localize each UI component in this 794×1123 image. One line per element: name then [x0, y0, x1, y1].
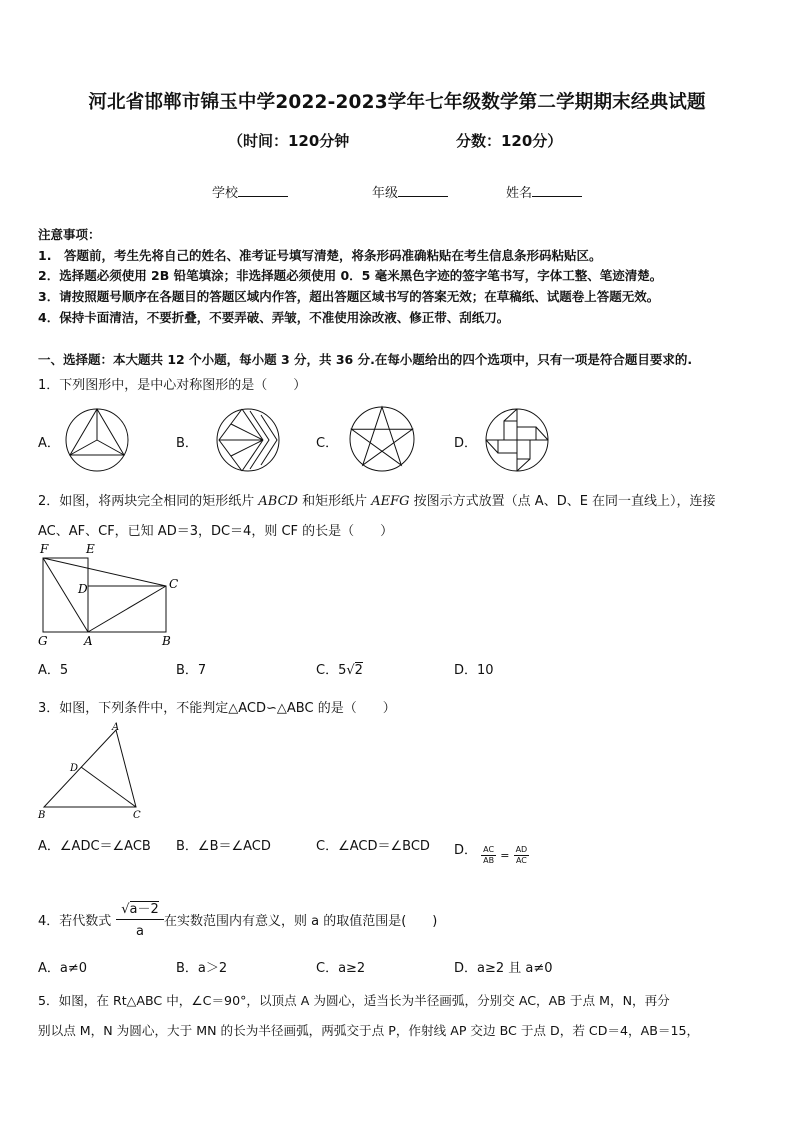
grade-field — [372, 182, 448, 201]
q3-label-c: C — [133, 810, 141, 821]
q1-option-c-label: C． — [316, 436, 339, 451]
school-field — [212, 182, 288, 201]
note-item: 1. 答题前，考生先将自己的姓名、准考证号填写清楚，将条形码准确粘贴在考生信息条形码粘贴区。 — [38, 248, 602, 263]
question-3-stem: 3．如图，下列条件中，不能判定△ACD∽△ABC 的是（ ） — [38, 701, 396, 716]
section-heading: 一、选择题：本大题共 12 个小题，每小题 3 分，共 36 分.在每小题给出的四个选项中，只有一项是符合题目要求的. — [38, 352, 693, 367]
q2-option-a: A．5 — [38, 663, 69, 678]
q2-label-f: F — [40, 542, 49, 556]
q3-figure — [36, 720, 156, 822]
note-item: 2．选择题必须使用 2B 铅笔填涂；非选择题必须使用 0．5 毫米黑色字迹的签字笔书写，字体工整、笔迹清楚。 — [38, 268, 663, 283]
q2-label-c: C — [169, 577, 179, 591]
fraction-ad-ac — [514, 845, 530, 866]
name-label: 姓名 — [506, 186, 533, 201]
q3-label-a: A — [112, 722, 120, 733]
q3-option-b: B．∠B＝∠ACD — [176, 839, 271, 854]
question-4-stem-b: 在实数范围内有意义，则 a 的取值范围是( ) — [164, 914, 438, 929]
page-title: 河北省邯郸市锦玉中学2022-2023学年七年级数学第二学期期末经典试题 — [88, 92, 706, 113]
exam-time: （时间：120分钟 — [228, 132, 350, 150]
q2-abcd: ABCD — [258, 494, 298, 509]
question-5-stem-line2: 别以点 M，N 为圆心，大于 MN 的长为半径画弧，两弧交于点 P，作射线 AP 交边 BC 于点 D，若 CD＝4，AB＝15， — [38, 1023, 700, 1038]
q2-option-c-radicand: 2 — [354, 663, 363, 678]
note-item: 3．请按照题号顺序在各题目的答题区域内作答，超出答题区域书写的答案无效；在草稿纸、试题卷上答题无效。 — [38, 289, 660, 304]
sqrt-symbol: √ — [346, 663, 355, 678]
question-5-stem-line1: 5．如图，在 Rt△ABC 中，∠C＝90°，以顶点 A 为圆心，适当长为半径画弧，分别交 AC，AB 于点 M，N，再分 — [38, 993, 670, 1008]
q1-option-a-label: A． — [38, 436, 60, 451]
q1-figure-d — [484, 407, 550, 473]
q1-figure-b — [215, 407, 281, 473]
q4-fraction — [116, 898, 164, 939]
q1-figure-a — [64, 407, 130, 473]
q2-option-b: B．7 — [176, 663, 207, 678]
q2-text: 和矩形纸片 — [297, 494, 372, 509]
q2-aefg: AEFG — [371, 494, 410, 509]
q2-label-b: B — [162, 634, 171, 648]
grade-label: 年级 — [372, 186, 399, 201]
q1-figure-c — [348, 405, 416, 473]
q2-label-a: A — [84, 634, 93, 648]
q3-label-d: D — [70, 763, 79, 774]
q1-option-d-label: D． — [454, 436, 478, 451]
question-1-stem: 1．下列图形中，是中心对称图形的是（ ） — [38, 378, 307, 393]
fraction-numerator: AD — [515, 845, 528, 854]
q2-option-c-label: C．5 — [316, 663, 347, 678]
fraction-denominator: AB — [483, 856, 495, 865]
school-label: 学校 — [212, 186, 239, 201]
question-4-stem-a: 4．若代数式 — [38, 914, 112, 929]
q4-option-b: B．a＞2 — [176, 961, 228, 976]
q2-text: 按图示方式放置（点 A、D、E 在同一直线上），连接 — [409, 494, 716, 509]
q4-option-d: D．a≥2 且 a≠0 — [454, 961, 553, 976]
equals-sign: = — [500, 849, 510, 862]
school-blank[interactable] — [238, 184, 288, 197]
q2-option-d: D．10 — [454, 663, 494, 678]
name-field — [506, 182, 582, 201]
q4-fraction-denominator: a — [136, 924, 144, 939]
fraction-numerator: AC — [483, 845, 495, 854]
sqrt-symbol: √ — [121, 902, 130, 917]
q1-option-b-label: B． — [176, 436, 198, 451]
q2-option-c — [316, 659, 363, 678]
fraction-denominator: AC — [515, 856, 527, 865]
q2-figure — [36, 540, 186, 650]
q2-label-d: D — [78, 582, 88, 596]
question-2-stem-line2: AC、AF、CF，已知 AD＝3，DC＝4，则 CF 的长是（ ） — [38, 524, 394, 539]
q4-option-c: C．a≥2 — [316, 961, 366, 976]
name-blank[interactable] — [532, 184, 582, 197]
q2-label-g: G — [38, 634, 48, 648]
q3-option-d — [454, 835, 529, 866]
fraction-ac-ab — [481, 845, 496, 866]
notes-heading: 注意事项： — [38, 227, 101, 242]
exam-score: 分数：120分） — [456, 132, 563, 150]
q4-fraction-numerator — [116, 898, 164, 920]
q3-option-a: A．∠ADC＝∠ACB — [38, 839, 151, 854]
q3-option-d-label: D． — [454, 843, 478, 858]
q3-option-c: C．∠ACD＝∠BCD — [316, 839, 430, 854]
q2-text: 2．如图，将两块完全相同的矩形纸片 — [38, 494, 259, 509]
note-item: 4．保持卡面清洁，不要折叠，不要弄破、弄皱，不准使用涂改液、修正带、刮纸刀。 — [38, 310, 510, 325]
grade-blank[interactable] — [398, 184, 448, 197]
question-2-stem-line1 — [38, 490, 716, 509]
q3-label-b: B — [38, 810, 46, 821]
q4-option-a: A．a≠0 — [38, 961, 88, 976]
q4-radicand: a－2 — [129, 902, 159, 917]
q2-label-e: E — [86, 542, 95, 556]
